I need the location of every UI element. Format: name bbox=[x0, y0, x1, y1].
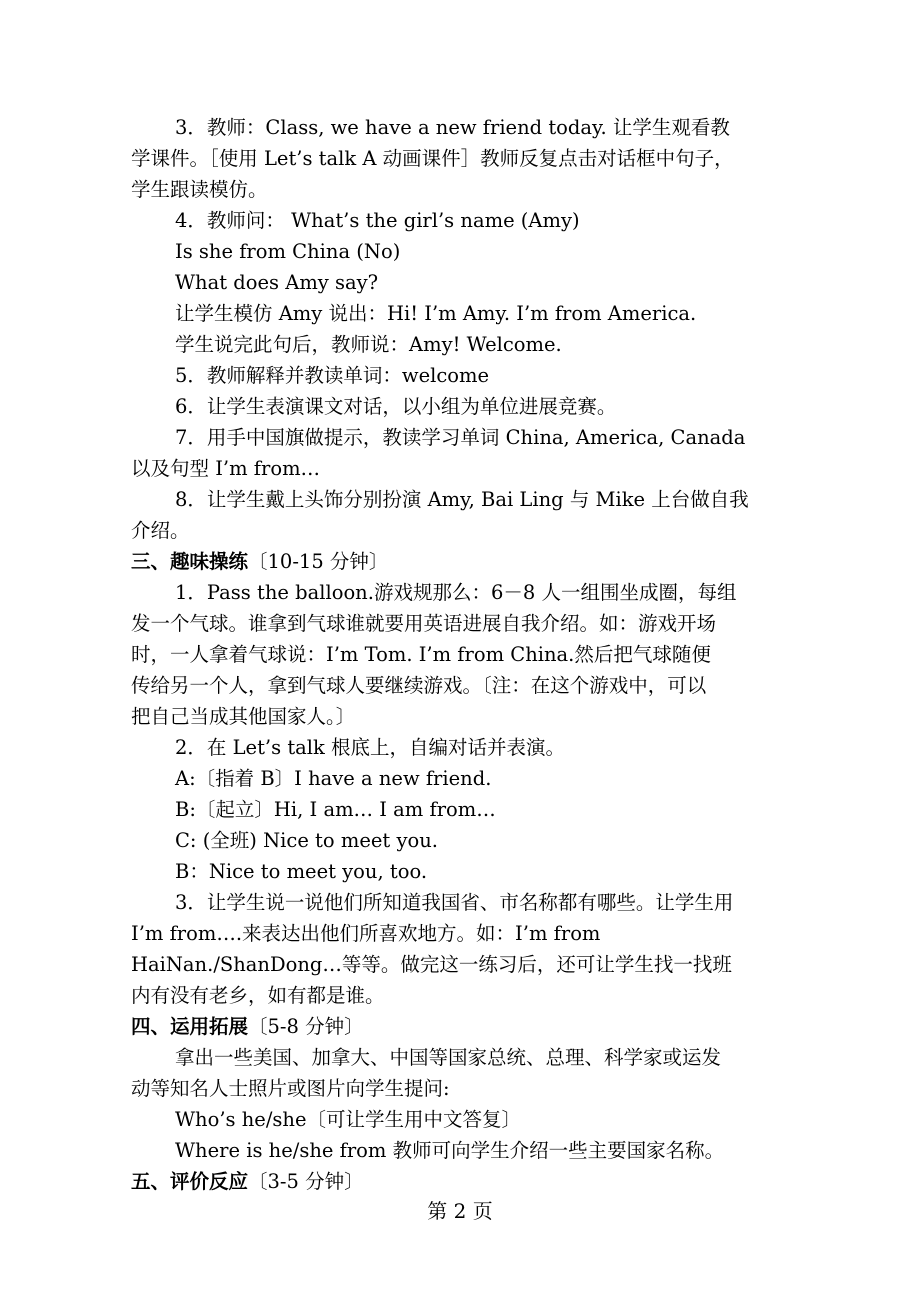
text-line: 学生跟读模仿。 bbox=[131, 178, 268, 201]
text-line: 学生说完此句后，教师说：Amy! Welcome. bbox=[175, 333, 562, 356]
text-line: A:〔指着 B〕I have a new friend. bbox=[175, 767, 492, 790]
text-line: 3．让学生说一说他们所知道我国省、市名称都有哪些。让学生用 bbox=[175, 891, 734, 914]
text-line: Who’s he/she〔可让学生用中文答复〕 bbox=[175, 1108, 522, 1131]
text-line: 8．让学生戴上头饰分别扮演 Amy, Bai Ling 与 Mike 上台做自我 bbox=[175, 488, 749, 511]
section-4-heading bbox=[131, 1011, 796, 1042]
section-5-time: 〔3-5 分钟〕 bbox=[248, 1170, 364, 1193]
text-line: C: (全班) Nice to meet you. bbox=[175, 829, 438, 852]
section-3-steps bbox=[131, 577, 796, 1011]
page-number-footer: 第 2 页 bbox=[427, 1199, 493, 1223]
text-line: 拿出一些美国、加拿大、中国等国家总统、总理、科学家或运发 bbox=[175, 1046, 722, 1069]
text-line: 把自己当成其他国家人。〕 bbox=[131, 705, 356, 728]
text-line: 动等知名人士照片或图片向学生提问: bbox=[131, 1077, 450, 1100]
text-line: 时，一人拿着气球说：I’m Tom. I’m from China.然后把气球随便 bbox=[131, 643, 711, 666]
section-4-time: 〔5-8 分钟〕 bbox=[248, 1015, 364, 1038]
text-line: 2．在 Let’s talk 根底上，自编对话并表演。 bbox=[175, 736, 566, 759]
section-3-label: 三、趣味操练 bbox=[131, 550, 249, 573]
text-line: 让学生模仿 Amy 说出：Hi! I’m Amy. I’m from America. bbox=[175, 302, 697, 325]
text-line: Where is he/she from 教师可向学生介绍一些主要国家名称。 bbox=[175, 1139, 725, 1162]
text-line: HaiNan./ShanDong…等等。做完这一练习后，还可让学生找一找班 bbox=[131, 953, 732, 976]
section-4-label: 四、运用拓展 bbox=[131, 1015, 249, 1038]
text-line: 6．让学生表演课文对话，以小组为单位进展竞赛。 bbox=[175, 395, 617, 418]
text-line: B:〔起立〕Hi, I am… I am from… bbox=[175, 798, 496, 821]
text-line: I’m from….来表达出他们所喜欢地方。如：I’m from bbox=[131, 922, 601, 945]
section-3-time: 〔10-15 分钟〕 bbox=[248, 550, 389, 573]
text-line: 3．教师：Class, we have a new friend today. 让学生观看教 bbox=[175, 116, 730, 139]
section-2-steps bbox=[131, 112, 796, 546]
text-line: 内有没有老乡，如有都是谁。 bbox=[131, 984, 385, 1007]
text-line: 5．教师解释并教读单词：welcome bbox=[175, 364, 490, 387]
text-line: Is she from China (No) bbox=[175, 240, 401, 263]
text-line: 介绍。 bbox=[131, 519, 190, 542]
text-line: 学课件。［使用 Let’s talk A 动画课件］教师反复点击对话框中句子， bbox=[131, 147, 734, 170]
text-line: 发一个气球。谁拿到气球谁就要用英语进展自我介绍。如：游戏开场 bbox=[131, 612, 717, 635]
text-line: B：Nice to meet you, too. bbox=[175, 860, 428, 883]
text-line: 传给另一个人，拿到气球人要继续游戏。〔注：在这个游戏中，可以 bbox=[131, 674, 707, 697]
text-line: 7．用手中国旗做提示，教读学习单词 China, America, Canada bbox=[175, 426, 746, 449]
text-line: 4．教师问： What’s the girl’s name (Amy) bbox=[175, 209, 580, 232]
text-line: 以及句型 I’m from… bbox=[131, 457, 321, 480]
text-line: What does Amy say? bbox=[175, 271, 379, 294]
document-body bbox=[131, 112, 796, 1197]
section-5-label: 五、评价反应 bbox=[131, 1170, 249, 1193]
section-3-heading bbox=[131, 546, 796, 577]
text-line: 1．Pass the balloon.游戏规那么：6－8 人一组围坐成圈，每组 bbox=[175, 581, 737, 604]
section-5-heading bbox=[131, 1166, 796, 1197]
section-4-steps bbox=[131, 1042, 796, 1166]
